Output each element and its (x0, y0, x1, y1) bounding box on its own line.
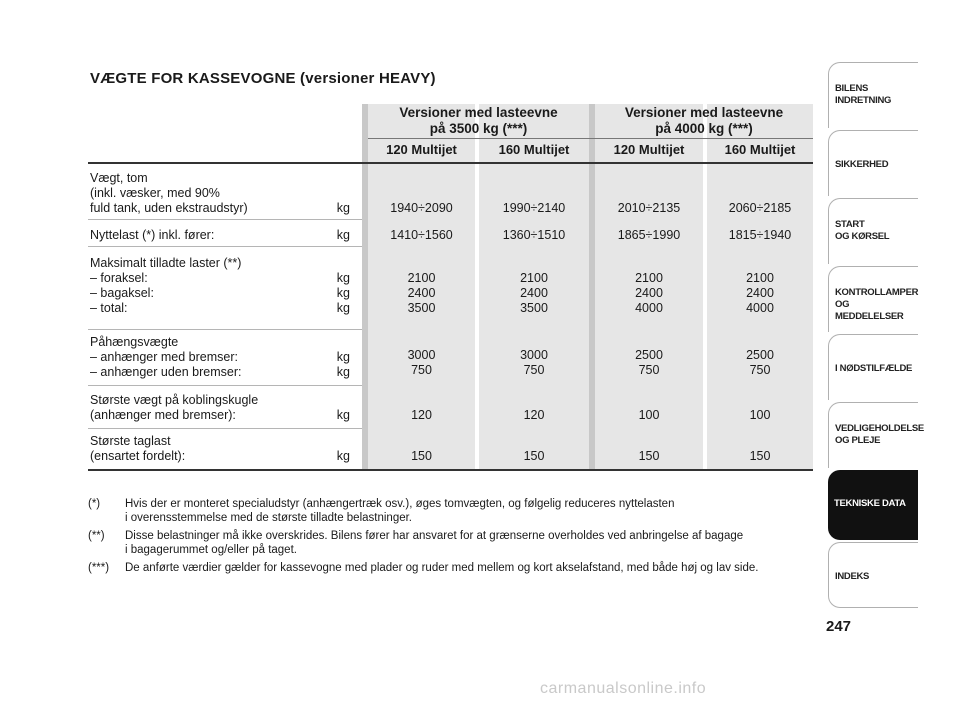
row-label-payload: Nyttelast (*) inkl. fører: kg (90, 228, 350, 242)
tab-sikkerhed[interactable]: SIKKERHED (828, 130, 918, 196)
cell-empty-weight-c1: 1940÷2090 (390, 201, 453, 215)
tab-i-nodstilfaelde[interactable]: I NØDSTILFÆLDE (828, 334, 918, 400)
row-separator (88, 329, 362, 330)
cell-towball-c2: 120 (523, 408, 545, 422)
cell-roof-load-c1: 150 (411, 449, 432, 463)
cell-payload-c4: 1815÷1940 (728, 228, 792, 242)
tab-bilens-indretning[interactable]: BILENS INDRETNING (828, 62, 918, 128)
cell-towball-c3: 100 (638, 408, 660, 422)
footnote: (**) Disse belastninger må ikke overskrides. Bilens fører har ansvaret for at grænserne overholdes ved anbringelse af bagage i bagagerummet og/eller på taget. (88, 530, 744, 556)
column-header-4: 160 Multijet (724, 142, 796, 157)
cell-max-loads-c3: 2100 2400 4000 (635, 271, 663, 315)
cell-payload-c2: 1360÷1510 (502, 228, 566, 242)
tab-kontrollamper[interactable]: KONTROLLAMPER OG MEDDELELSER (828, 266, 918, 332)
cell-towball-c4: 100 (749, 408, 771, 422)
cell-empty-weight-c3: 2010÷2135 (617, 201, 681, 215)
row-label-trailer-weights: Påhængsvægte – anhænger med bremser: kg – anhænger uden bremser: kg (90, 335, 350, 379)
header-rule (88, 162, 813, 164)
row-separator (88, 385, 362, 386)
row-label-empty-weight: Vægt, tom (inkl. væsker, med 90% fuld tank, uden ekstraudstyr) kg (90, 171, 350, 215)
footnote: (*) Hvis der er monteret specialudstyr (anhængertræk osv.), øges tomvægten, og følgelig reduceres nyttelasten i overensstemmelse med de største tilladte belastninger. (88, 498, 675, 524)
row-separator (88, 219, 362, 220)
cell-max-loads-c2: 2100 2400 3500 (520, 271, 548, 315)
cell-trailer-c4: 2500 750 (746, 348, 774, 377)
cell-max-loads-c4: 2100 2400 4000 (746, 271, 774, 315)
row-label-towball: Største vægt på koblingskugle (anhænger med bremser): kg (90, 393, 350, 422)
tab-start-og-korsel[interactable]: START OG KØRSEL (828, 198, 918, 264)
tab-tekniske-data[interactable]: TEKNISKE DATA (828, 470, 918, 540)
cell-payload-c3: 1865÷1990 (617, 228, 681, 242)
row-separator (88, 246, 362, 247)
column-header-1: 120 Multijet (386, 142, 457, 157)
table-bottom-rule (88, 469, 813, 471)
cell-trailer-c1: 3000 750 (407, 348, 436, 377)
footnotes (88, 497, 818, 579)
column-header-2: 160 Multijet (498, 142, 570, 157)
cell-towball-c1: 120 (411, 408, 432, 422)
group-header-4000: Versioner med lasteevne på 4000 kg (***) (624, 105, 784, 136)
column-header-3: 120 Multijet (613, 142, 685, 157)
group-header-rule (368, 138, 813, 139)
cell-trailer-c2: 3000 750 (520, 348, 548, 377)
group-header-3500: Versioner med lasteevne på 3500 kg (***) (399, 105, 558, 136)
row-label-max-loads: Maksimalt tilladte laster (**) – foraksel: kg – bagaksel: kg – total: kg (90, 256, 350, 315)
tab-vedligeholdelse[interactable]: VEDLIGEHOLDELSE OG PLEJE (828, 402, 918, 468)
cell-max-loads-c1: 2100 2400 3500 (407, 271, 436, 315)
page-title: VÆGTE FOR KASSEVOGNE (versioner HEAVY) (90, 70, 436, 87)
cell-roof-load-c3: 150 (638, 449, 660, 463)
tab-indeks[interactable]: INDEKS (828, 542, 918, 608)
cell-trailer-c3: 2500 750 (635, 348, 663, 377)
page-number: 247 (826, 618, 852, 635)
cell-roof-load-c2: 150 (523, 449, 545, 463)
row-separator (88, 428, 362, 429)
row-label-roof-load: Største taglast (ensartet fordelt): kg (90, 434, 350, 463)
cell-empty-weight-c2: 1990÷2140 (502, 201, 566, 215)
watermark: carmanualsonline.info (540, 680, 707, 697)
cell-roof-load-c4: 150 (749, 449, 771, 463)
cell-payload-c1: 1410÷1560 (390, 228, 453, 242)
cell-empty-weight-c4: 2060÷2185 (728, 201, 792, 215)
footnote: (***) De anførte værdier gælder for kassevogne med plader og ruder med mellem og kort akselafstand, med både høj og lav side. (88, 562, 759, 574)
